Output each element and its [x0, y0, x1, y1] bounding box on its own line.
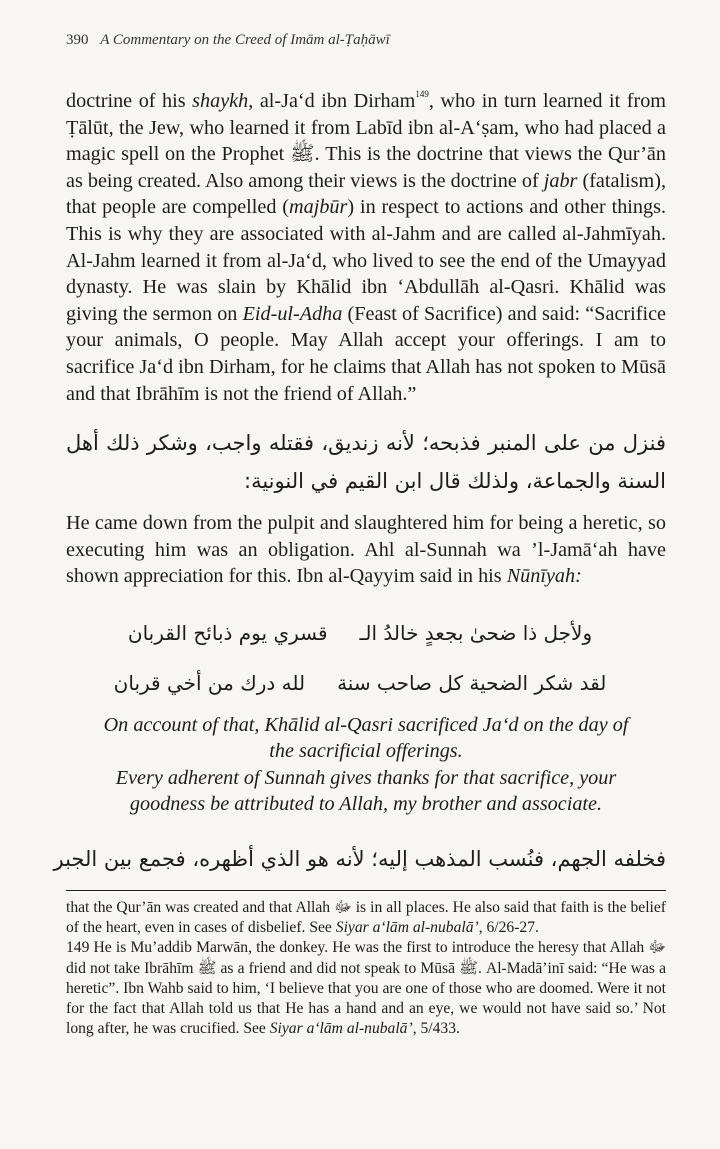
arabic-verse-line-1 [60, 618, 660, 648]
verse-translation-2 [66, 765, 666, 817]
footnotes [66, 898, 666, 1039]
footnote-divider [66, 890, 666, 891]
italic-term-majbur: majbūr [289, 196, 348, 219]
text-run: that the Qur’ān was created and that Allah ﷻ is in all places. He also said that faith is the belief of the heart, even in cases of disbelief. See [66, 899, 666, 937]
italic-citation: Siyar a‘lām al-nubalā’ [269, 1020, 413, 1038]
italic-term-shaykh: shaykh [192, 90, 249, 112]
verse-translation-line: Every adherent of Sunnah gives thanks for that sacrifice, your [115, 767, 617, 789]
arabic-passage-2: فخلفه الجهم، فنُسب المذهب إليه؛ لأنه هو الذي أظهره، فجمع بين الجبر [53, 847, 666, 871]
page-number: 390 [66, 32, 89, 48]
arabic-passage-1: فنزل من على المنبر فذبحه؛ لأنه زنديق، فقتله واجب، وشكر ذلك أهل السنة والجماعة، ولذلك قال ابن القيم في النونية: [66, 431, 666, 493]
running-header [66, 32, 666, 49]
text-run: doctrine of his [66, 90, 193, 112]
text-run: , 5/433. [412, 1020, 460, 1038]
verse-translation-line: On account of that, Khālid al-Qasri sacrificed Ja‘d on the day of [103, 714, 629, 736]
body-paragraph-1 [66, 88, 666, 407]
text-run: , who in turn learned it from Ṭālūt, the Jew, who learned it from Labīd ibn al-A‘ṣam, who had placed a magic spell on the Prophet ﷺ. This is the doctrine that views the Qur’ān as being created. Also among their views is the doctrine of [66, 90, 666, 192]
body-paragraph-2 [66, 510, 666, 590]
verse-translation-line: the sacrificial offerings. [269, 740, 463, 762]
italic-title-nuniyah: Nūnīyah: [506, 565, 582, 588]
italic-citation: Siyar a‘lām al-nubalā’ [335, 919, 479, 937]
text-run: (fatalism), that people are compelled ( [66, 169, 666, 219]
arabic-verse-line-2 [60, 668, 660, 698]
running-title: A Commentary on the Creed of Imām al-Ṭaḥāwī [100, 32, 390, 48]
text-run: He came down from the pulpit and slaughtered him for being a heretic, so executing him was an obligation. Ahl al-Sunnah wa ’l-Jamā‘ah have shown appreciation for this. Ibn al-Qayyim said in his [66, 512, 666, 588]
verse-hemistich: لقد شكر الضحية كل صاحب سنة [337, 671, 607, 695]
verse-hemistich: لله درك من أخي قربان [113, 671, 306, 695]
text-run: , 6/26-27. [478, 919, 539, 937]
verse-translation-line: goodness be attributed to Allah, my brother and associate. [129, 793, 603, 815]
text-run: 149 He is Mu’addib Marwān, the donkey. He was the first to introduce the heresy that Allah ﷻ did not take Ibrāhīm ﷺ as a friend and did not speak to Mūsā ﷺ. Al-Madā’inī said: “He was a heretic”. Ibn Wahb said to him, ‘I believe that you are one of those who are doomed. Were it not for the fact that Allah told us that He has a hand and an eye, we would not have said so.’ Not long after, he was crucified. See [66, 939, 666, 1038]
footnote-149 [66, 938, 666, 1039]
verse-hemistich: ولأجل ذا ضحىٰ بجعدٍ خالدُ الـ [359, 621, 593, 645]
text-run: , al-Ja‘d ibn Dirham [248, 90, 416, 112]
footnote-reference: 149 [415, 89, 429, 99]
footnote-148-continued [66, 898, 666, 938]
text-run: ) in respect to actions and other things. This is why they are associated with al-Jahm and are called al-Jahmīyah. Al-Jahm learned it from al-Ja‘d, who lived to see the end of the Umayyad dynasty. He was slain by Khālid ibn ‘Abdullāh al-Qasri. Khālid was giving the sermon on [66, 196, 667, 325]
text-run: (Feast of Sacrifice) and said: “Sacrifice your animals, O people. May Allah accept your offerings. I am to sacrifice Ja‘d ibn Dirham, for he claims that Allah has not spoken to Mūsā and that Ibrāhīm is not the friend of Allah.” [66, 302, 666, 405]
italic-term-eid: Eid-ul-Adha [242, 302, 343, 325]
verse-hemistich: قسري يوم ذبائح القربان [127, 621, 328, 645]
verse-translation-1 [66, 712, 666, 764]
italic-term-jabr: jabr [543, 169, 578, 192]
